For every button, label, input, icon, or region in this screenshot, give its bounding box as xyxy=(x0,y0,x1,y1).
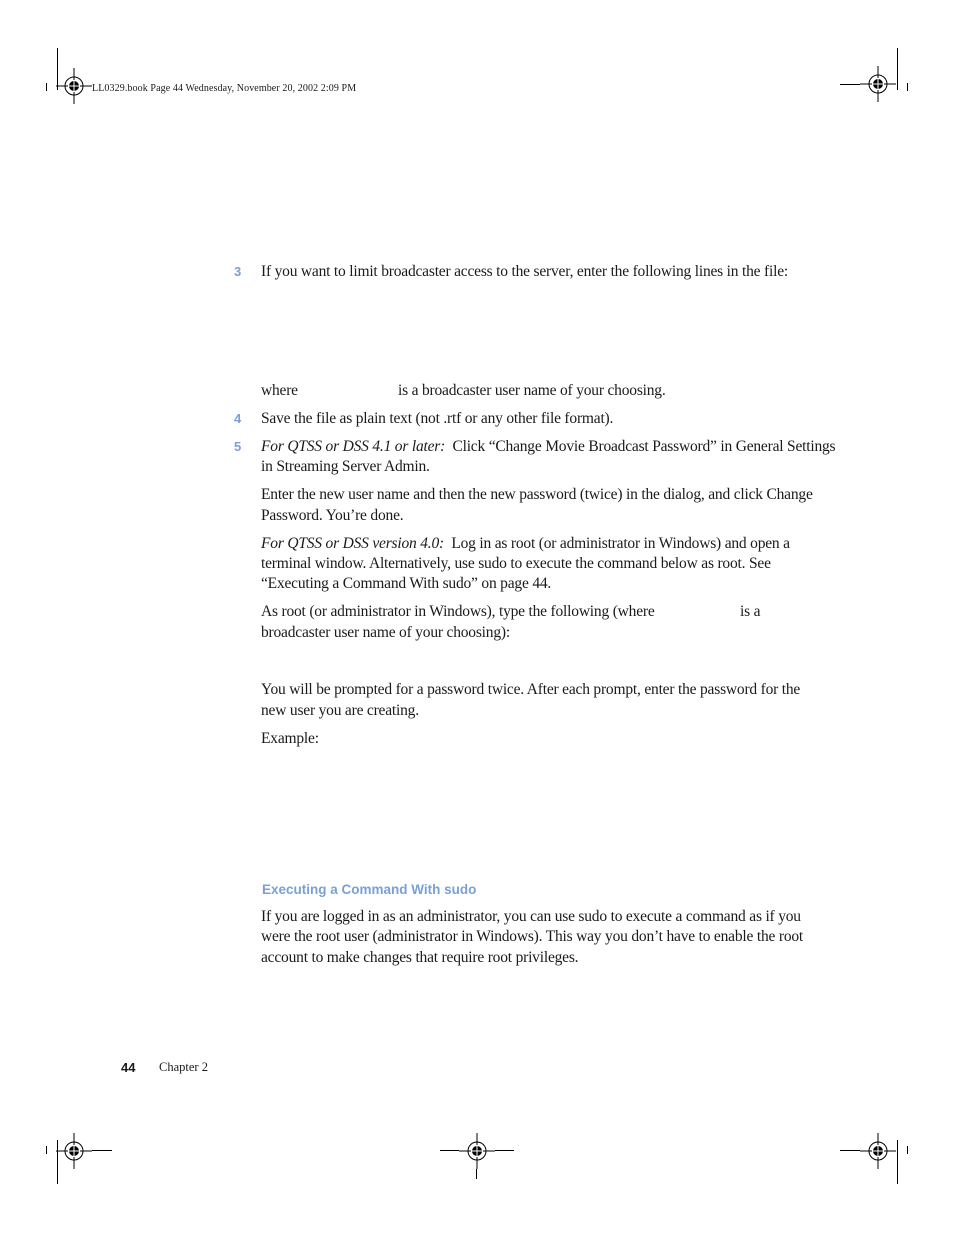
step-number: 3 xyxy=(234,264,242,279)
crop-line xyxy=(440,1150,459,1151)
crop-line xyxy=(92,1150,112,1151)
paragraph-line xyxy=(261,534,790,555)
trim-mark xyxy=(907,83,908,91)
crop-line xyxy=(476,1169,477,1179)
trim-mark xyxy=(897,1140,898,1184)
paragraph-line: “Executing a Command With sudo” on page 44. xyxy=(261,575,552,592)
crop-line xyxy=(495,1150,514,1151)
step-lead: For QTSS or DSS 4.1 or later: xyxy=(261,438,446,455)
paragraph-text: Log in as root (or administrator in Windows) and open a xyxy=(451,535,790,552)
trim-mark xyxy=(897,48,898,90)
paragraph-line: new user you are creating. xyxy=(261,702,419,719)
section-heading: Executing a Command With sudo xyxy=(262,882,477,897)
paragraph-line: You will be prompted for a password twice. After each prompt, enter the password for the xyxy=(261,681,801,698)
step-number: 5 xyxy=(234,439,242,454)
chapter-label: Chapter 2 xyxy=(159,1060,208,1074)
step-text: If you want to limit broadcaster access to the server, enter the following lines in the file: xyxy=(261,263,788,280)
trim-mark xyxy=(907,1146,908,1154)
paragraph-line: were the root user (administrator in Windows). This way you don’t have to enable the root xyxy=(261,928,804,945)
paragraph-line: account to make changes that require root privileges. xyxy=(261,949,579,966)
paragraph-line: Enter the new user name and then the new password (twice) in the dialog, and click Change xyxy=(261,486,813,503)
paragraph-line: terminal window. Alternatively, use sudo to execute the command below as root. See xyxy=(261,555,771,572)
trim-mark xyxy=(46,1146,47,1154)
paragraph-line: is a xyxy=(740,603,761,620)
crop-line xyxy=(840,84,860,85)
where-text: is a broadcaster user name of your choosing. xyxy=(398,382,666,399)
trim-mark xyxy=(46,83,47,91)
registration-mark-icon xyxy=(56,1133,92,1169)
page-number: 44 xyxy=(121,1060,136,1075)
paragraph-line: Password. You’re done. xyxy=(261,507,404,524)
where-label: where xyxy=(261,382,298,399)
paragraph-line: As root (or administrator in Windows), type the following (where xyxy=(261,603,655,620)
step-text: Save the file as plain text (not .rtf or any other file format). xyxy=(261,410,614,427)
registration-mark-icon xyxy=(459,1133,495,1169)
slug-line: LL0329.book Page 44 Wednesday, November 20, 2002 2:09 PM xyxy=(92,83,357,94)
paragraph-line: If you are logged in as an administrator, you can use sudo to execute a command as if you xyxy=(261,908,801,925)
step-number: 4 xyxy=(234,411,242,426)
example-label: Example: xyxy=(261,730,319,747)
registration-mark-icon xyxy=(860,1133,896,1169)
registration-mark-icon xyxy=(860,66,896,102)
paragraph-lead: For QTSS or DSS version 4.0: xyxy=(261,535,444,552)
step-line: Click “Change Movie Broadcast Password” in General Settings xyxy=(452,438,836,455)
registration-mark-icon xyxy=(56,68,92,104)
paragraph-line: broadcaster user name of your choosing): xyxy=(261,624,510,641)
step-text xyxy=(261,437,835,458)
step-line: in Streaming Server Admin. xyxy=(261,458,430,475)
crop-line xyxy=(840,1150,860,1151)
